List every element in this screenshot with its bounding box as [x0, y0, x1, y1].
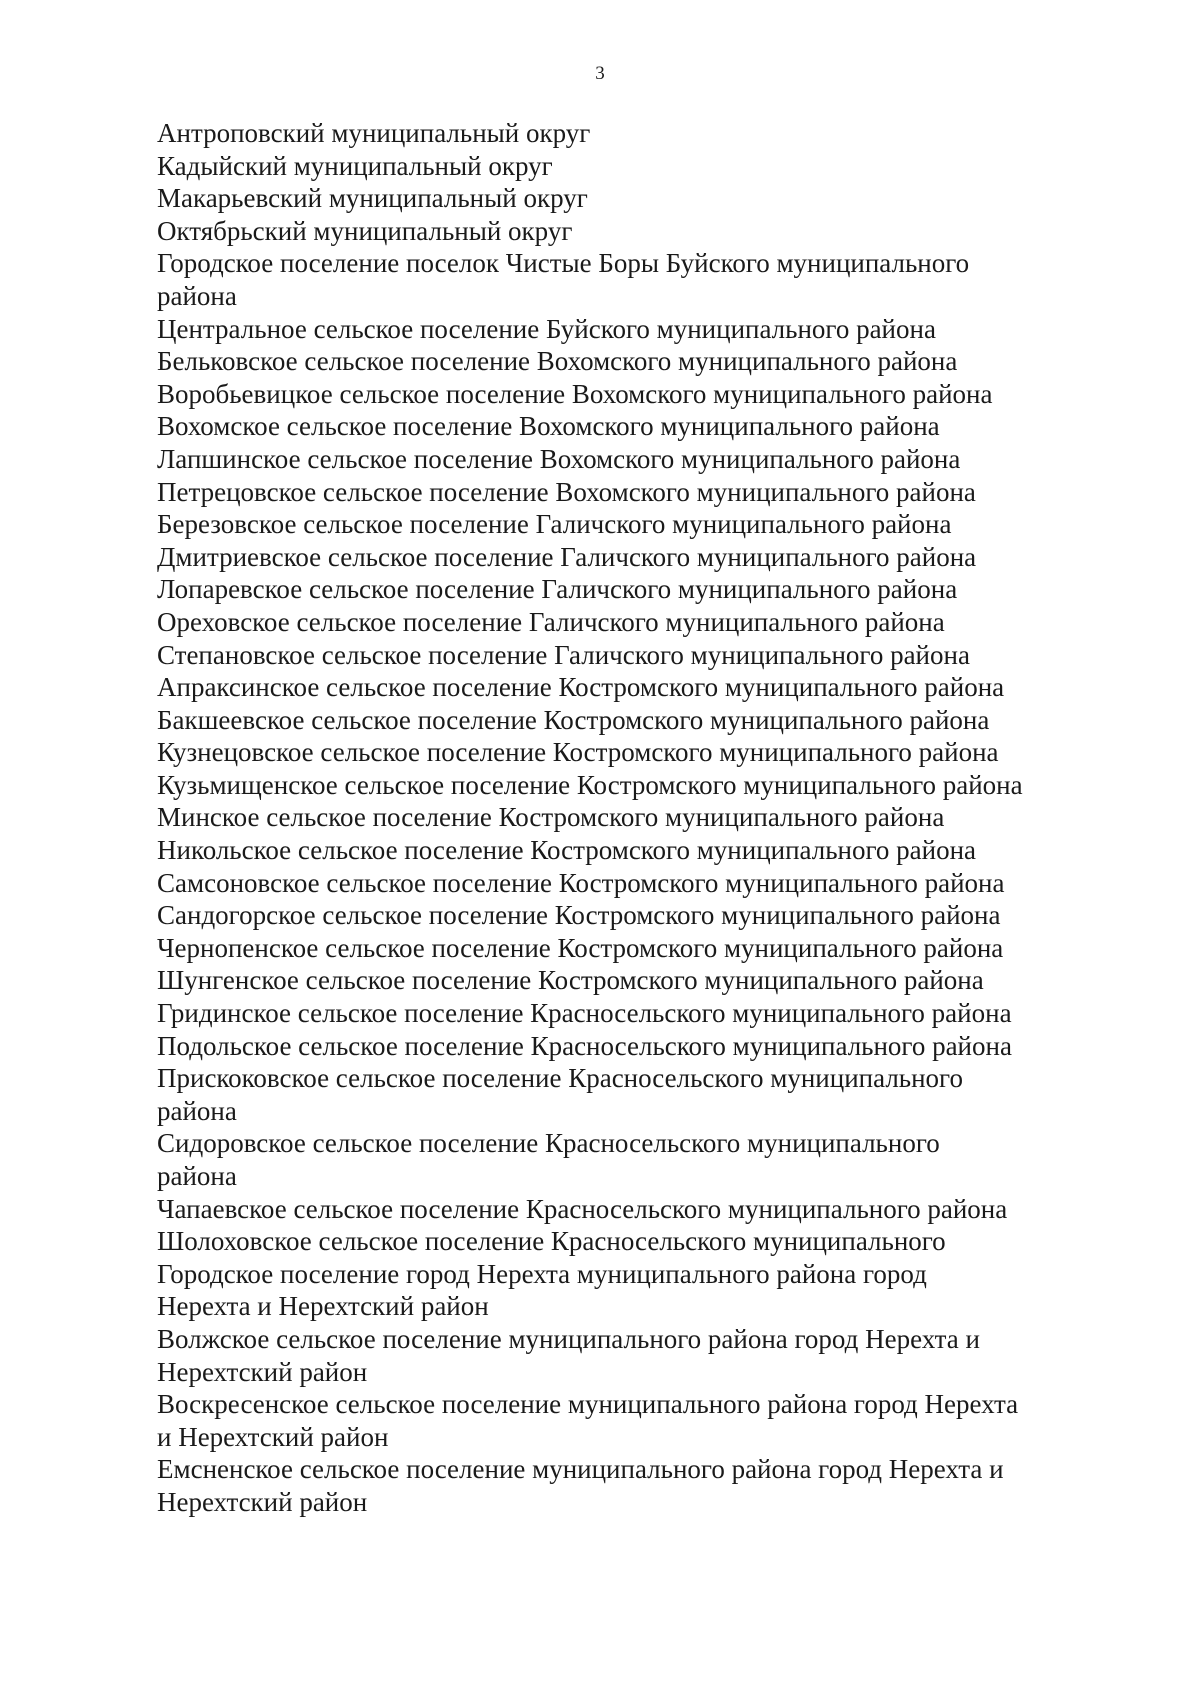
entry-line: Кузнецовское сельское поселение Костромского муниципального района [157, 737, 999, 768]
settlement-list [157, 117, 1077, 1519]
list-item [157, 476, 1077, 509]
list-item [157, 834, 1077, 867]
entry-line: и Нерехтский район [157, 1421, 389, 1452]
entry-line: Сидоровское сельское поселение Красносельского муниципального [157, 1128, 940, 1159]
list-item [157, 1127, 1077, 1192]
list-item [157, 1062, 1077, 1127]
entry-line: Петрецовское сельское поселение Вохомского муниципального района [157, 476, 976, 507]
entry-line: Березовское сельское поселение Галичского муниципального района [157, 509, 952, 540]
list-item [157, 1258, 1077, 1323]
entry-line: Макарьевский муниципальный округ [157, 183, 588, 214]
entry-line: района [157, 1095, 237, 1126]
entry-line: Кадыйский муниципальный округ [157, 150, 553, 181]
entry-line: Центральное сельское поселение Буйского муниципального района [157, 313, 936, 344]
entry-line: Никольское сельское поселение Костромского муниципального района [157, 835, 977, 866]
entry-line: Сандогорское сельское поселение Костромского муниципального района [157, 900, 1001, 931]
entry-line: Дмитриевское сельское поселение Галичского муниципального района [157, 541, 977, 572]
entry-line: района [157, 1161, 237, 1191]
list-item [157, 1388, 1077, 1453]
entry-line: Шолоховское сельское поселение Красносельского муниципального [157, 1226, 946, 1257]
list-item [157, 1225, 1077, 1258]
entry-line: Октябрьский муниципальный округ [157, 215, 573, 246]
entry-line: Подольское сельское поселение Красносельского муниципального района [157, 1030, 1012, 1061]
entry-line: Чернопенское сельское поселение Костромского муниципального района [157, 932, 1004, 963]
entry-line: Городское поселение город Нерехта муниципального района город [157, 1258, 927, 1289]
entry-line: Воскресенское сельское поселение муниципального района город Нерехта [157, 1389, 1019, 1420]
list-item [157, 378, 1077, 411]
entry-line: Нерехтский район [157, 1486, 368, 1517]
list-item [157, 671, 1077, 704]
entry-line: Чапаевское сельское поселение Красносельского муниципального района [157, 1193, 1008, 1224]
list-item [157, 606, 1077, 639]
entry-line: Городское поселение поселок Чистые Боры Буйского муниципального [157, 248, 970, 279]
list-item [157, 1453, 1077, 1518]
entry-line: Нерехта и Нерехтский район [157, 1291, 489, 1322]
entry-line: Воробьевицкое сельское поселение Вохомского муниципального района [157, 378, 993, 409]
entry-line: Кузьмищенское сельское поселение Костромского муниципального района [157, 769, 1023, 800]
list-item [157, 736, 1077, 769]
list-item [157, 1193, 1077, 1226]
list-item [157, 508, 1077, 541]
entry-line: Ореховское сельское поселение Галичского муниципального района [157, 606, 945, 637]
entry-line: Лопаревское сельское поселение Галичского муниципального района [157, 574, 958, 605]
list-item [157, 215, 1077, 248]
entry-line: Шунгенское сельское поселение Костромского муниципального района [157, 965, 984, 996]
entry-line: Гридинское сельское поселение Красносельского муниципального района [157, 998, 1012, 1029]
entry-line: Волжское сельское поселение муниципального района город Нерехта и [157, 1323, 980, 1354]
list-item [157, 541, 1077, 574]
entry-line: Прискоковское сельское поселение Красносельского муниципального [157, 1063, 963, 1094]
entry-line: Апраксинское сельское поселение Костромского муниципального района [157, 672, 1005, 703]
entry-line: Степановское сельское поселение Галичского муниципального района [157, 639, 970, 670]
list-item [157, 704, 1077, 737]
list-item [157, 247, 1077, 312]
list-item [157, 997, 1077, 1030]
list-item [157, 1030, 1077, 1063]
entry-line: района [157, 280, 237, 311]
page-number: 3 [595, 63, 605, 84]
list-item [157, 899, 1077, 932]
list-item [157, 410, 1077, 443]
entry-line: Нерехтский район [157, 1356, 368, 1387]
list-item [157, 801, 1077, 834]
entry-line: Бакшеевское сельское поселение Костромского муниципального района [157, 704, 990, 735]
list-item [157, 1323, 1077, 1388]
list-item [157, 313, 1077, 346]
list-item [157, 639, 1077, 672]
list-item [157, 932, 1077, 965]
list-item [157, 769, 1077, 802]
entry-line: Антроповский муниципальный округ [157, 118, 591, 148]
list-item [157, 345, 1077, 378]
entry-line: Лапшинское сельское поселение Вохомского муниципального района [157, 443, 961, 474]
list-item [157, 117, 1077, 150]
entry-line: Емсненское сельское поселение муниципального района город Нерехта и [157, 1454, 1004, 1485]
list-item [157, 182, 1077, 215]
list-item [157, 964, 1077, 997]
list-item [157, 573, 1077, 606]
entry-line: Вохомское сельское поселение Вохомского муниципального района [157, 411, 940, 442]
entry-line: Самсоновское сельское поселение Костромского муниципального района [157, 867, 1005, 898]
entry-line: Минское сельское поселение Костромского муниципального района [157, 802, 945, 833]
list-item [157, 443, 1077, 476]
list-item [157, 150, 1077, 183]
entry-line: Бельковское сельское поселение Вохомского муниципального района [157, 346, 958, 377]
list-item [157, 867, 1077, 900]
